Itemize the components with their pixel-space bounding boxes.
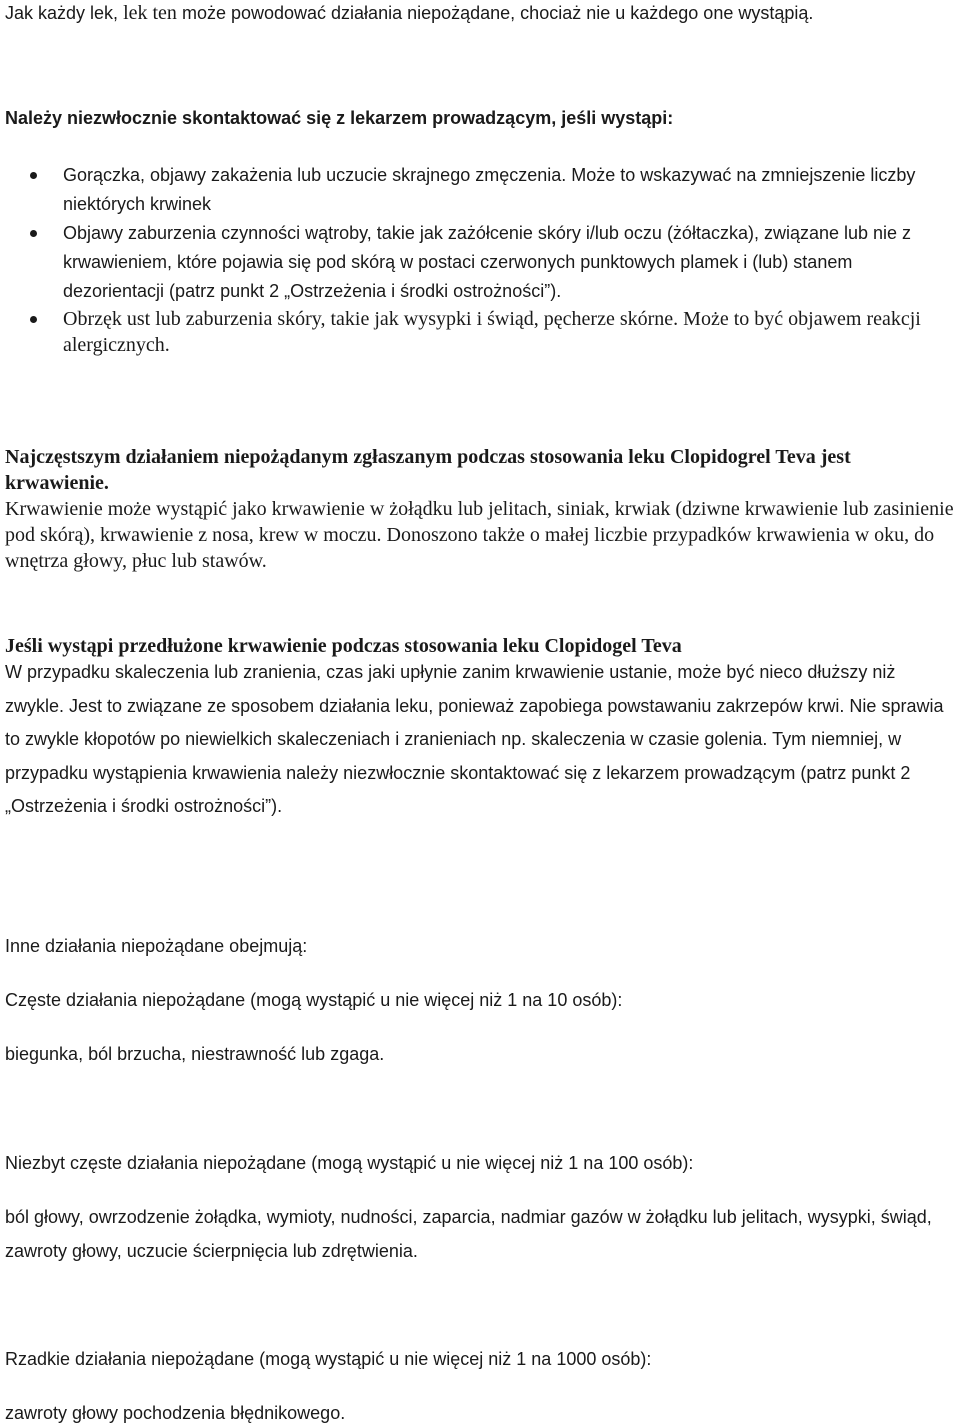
bleeding-paragraph <box>5 496 955 574</box>
bleeding-heading: Najczęstszym działaniem niepożądanym zgłaszanym podczas stosowania leku Clopidogrel Teva jest krwawienie. <box>5 446 851 494</box>
prolonged-paragraph <box>5 656 955 824</box>
urgent-item-1-b: Może to wskazywać na zmniejszenie liczby niektórych krwinek <box>63 165 916 214</box>
uncommon-heading: Niezbyt częste działania niepożądane (mogą wystąpić u nie więcej niż 1 na 100 osób): <box>5 1153 694 1173</box>
uncommon-text: ból głowy, owrzodzenie żołądka, wymioty, nudności, zaparcia, nadmiar gazów w żołądku lub jelitach, wysypki, świąd, zawroty głowy, uczucie ścierpnięcia lub zdrętwienia. <box>5 1207 932 1261</box>
rare-heading: Rzadkie działania niepożądane (mogą wystąpić u nie więcej niż 1 na 1000 osób): <box>5 1349 652 1369</box>
bleeding-text-a: Krwawienie może wystąpić jako krwawienie w żołądku lub jelitach, siniak, krwiak (dziwne krwawienie lub zasinienie pod skórą), krwawienie z nosa, krew w moczu. <box>5 498 954 546</box>
bleeding-text-b: Donoszono także o małej liczbie przypadków krwawienia w oku, do wnętrza głowy, płuc lub stawów. <box>5 524 935 572</box>
urgent-list-item <box>5 306 955 358</box>
prolonged-text-b: np. skaleczenia w czasie golenia. Tym niemniej, w przypadku wystąpienia krwawienia należy niezwłocznie skontaktować się z lekarzem prowadzącym (patrz punkt 2 „Ostrzeżenia i środki ostrożności”). <box>5 729 911 816</box>
urgent-heading: Należy niezwłocznie skontaktować się z lekarzem prowadzącym, jeśli wystąpi: <box>5 108 674 128</box>
urgent-item-1-a: Gorączka, objawy zakażenia lub uczucie skrajnego zmęczenia. <box>63 165 567 185</box>
urgent-list-item <box>5 161 955 219</box>
common-heading: Częste działania niepożądane (mogą wystąpić u nie więcej niż 1 na 10 osób): <box>5 990 623 1010</box>
intro-paragraph <box>5 2 955 24</box>
intro-text-c: może powodować działania niepożądane, chociaż nie u każdego one wystąpią. <box>181 3 814 23</box>
urgent-list <box>5 161 955 358</box>
common-text: biegunka, ból brzucha, niestrawność lub zgaga. <box>5 1044 385 1064</box>
urgent-item-2: Objawy zaburzenia czynności wątroby, takie jak zażółcenie skóry i/lub oczu (żółtaczka), związane lub nie z krwawieniem, które pojawia się pod skórą w postaci czerwonych punktowych plamek i (lub) stanem dezorientacji (patrz punkt 2 „Ostrzeżenia i środki ostrożności”). <box>63 223 912 301</box>
rare-text: zawroty głowy pochodzenia błędnikowego. <box>5 1403 346 1423</box>
intro-text-b: lek ten <box>123 2 177 24</box>
prolonged-text-a: W przypadku skaleczenia lub zranienia, czas jaki upłynie zanim krwawienie ustanie, może być nieco dłuższy niż zwykle. Jest to związane ze sposobem działania leku, ponieważ zapobiega powstawaniu zakrzepów krwi. Nie sprawia to zwykle kłopotów po niewielkich skaleczeniach i zranieniach <box>5 662 944 749</box>
prolonged-heading: Jeśli wystąpi przedłużone krwawienie podczas stosowania leku Clopidogel Teva <box>5 635 682 657</box>
urgent-list-item <box>5 219 955 306</box>
intro-text-a: Jak każdy lek, <box>5 3 119 23</box>
other-heading: Inne działania niepożądane obejmują: <box>5 936 308 956</box>
bleeding-section <box>5 444 955 574</box>
urgent-item-3-b: Może to być objawem reakcji alergicznych. <box>63 308 921 356</box>
urgent-item-3-a: Obrzęk ust lub zaburzenia skóry, takie jak wysypki i świąd, pęcherze skórne. <box>63 308 679 330</box>
